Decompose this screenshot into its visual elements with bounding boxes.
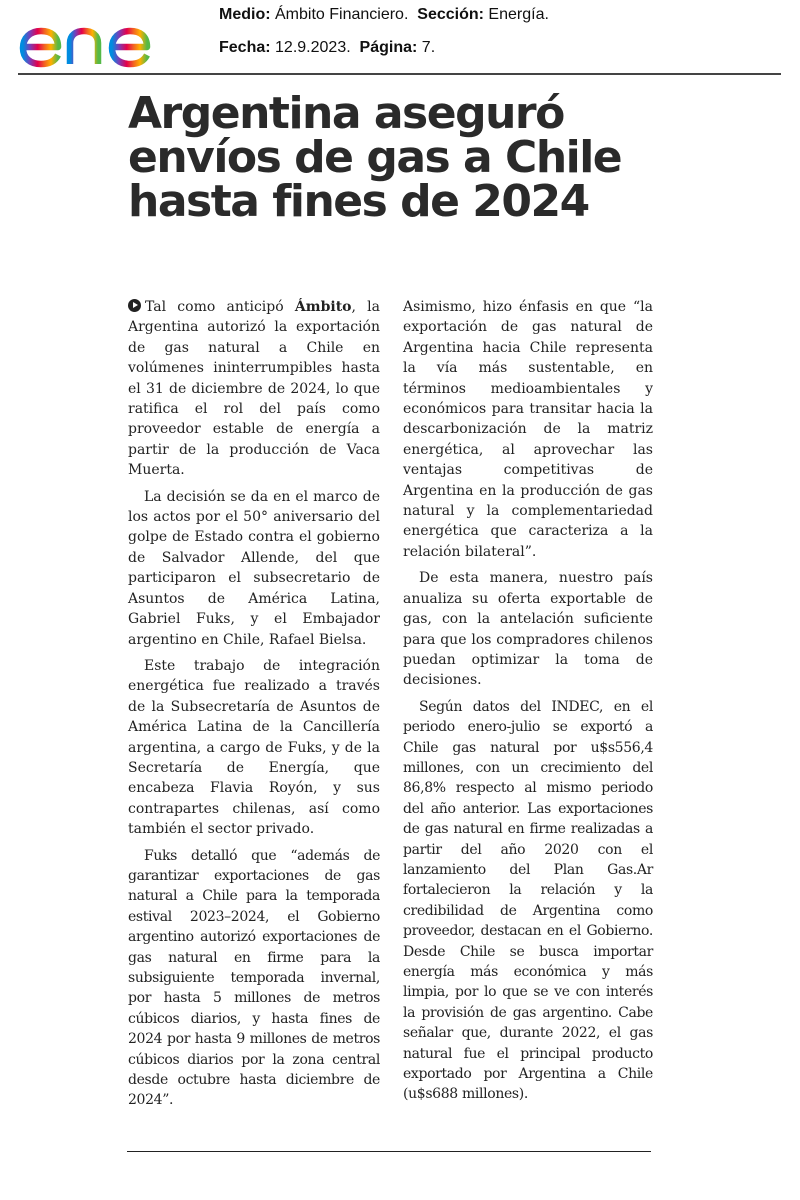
lead-after: , la Argentina autorizó la exportación de gas natural a Chile en volúmenes ininterrumpibles hasta el 31 de diciembre de 2024, lo que ratifica el rol del país como proveedor estable de energía a partir de la producción de Vaca Muerta. [128, 299, 380, 479]
meta-line-fecha-pagina [219, 39, 435, 57]
headline-line: hasta fines de 2024 [128, 176, 589, 227]
article-paragraph: Fuks detalló que “además de garantizar exportaciones de gas natural a Chile para la temporada estival 2023–2024, el Gobierno argentino autorizó exportaciones de gas natural en firme para la subsiguiente temporada invernal, por hasta 5 millones de metros cúbicos diarios, y hasta fines de 2024 por hasta 9 millones de metros cúbicos diarios por la zona central desde octubre hasta diciembre de 2024”. [128, 847, 380, 1109]
article-headline [128, 88, 688, 227]
article-paragraph: Asimismo, hizo énfasis en que “la exportación de gas natural de Argentina hacia Chile representa la vía más sustentable, en términos medioambientales y económicos para transitar hacia la descarbonización de la matriz energética, al aprovechar las ventajas competitivas de Argentina en la producción de gas natural y la complementariedad energética que caracteriza a la relación bilateral”. [403, 299, 653, 560]
headline-line: Argentina aseguró [128, 88, 564, 139]
footer-divider [127, 1151, 651, 1152]
seccion-label: Sección: [417, 6, 484, 23]
lead-paragraph [128, 297, 380, 481]
lead-before: Tal como anticipó [145, 299, 295, 315]
header-divider [18, 73, 781, 75]
article-column-right [403, 297, 653, 1111]
article-paragraph: La decisión se da en el marco de los actos por el 50° aniversario del golpe de Estado contra el gobierno de Salvador Allende, del que participaron el subsecretario de Asuntos de América Latina, Gabriel Fuks, y el Embajador argentino en Chile, Rafael Bielsa. [128, 488, 380, 648]
pagina-label: Página: [359, 39, 418, 56]
fecha-label: Fecha: [219, 39, 271, 56]
medio-label: Medio: [219, 6, 271, 23]
fecha-value: 12.9.2023. [275, 39, 351, 56]
seccion-value: Energía. [488, 6, 549, 23]
article-paragraph: Este trabajo de integración energética fue realizado a través de la Subsecretaría de Asuntos de América Latina de la Cancillería argentina, a cargo de Fuks, y de la Secretaría de Energía, que encabeza Flavia Royón, y sus contrapartes chilenas, así como también el sector privado. [128, 657, 380, 838]
enel-logo [18, 6, 183, 68]
article-paragraph: De esta manera, nuestro país anualiza su oferta exportable de gas, con la antelación suficiente para que los compradores chilenos puedan optimizar la toma de decisiones. [403, 570, 653, 689]
headline-line: envíos de gas a Chile [128, 132, 622, 183]
lead-brand: Ámbito [294, 299, 352, 315]
article-column-left [128, 297, 380, 1117]
arrow-bullet-icon [128, 299, 141, 312]
article-paragraph: Según datos del INDEC, en el periodo enero-julio se exportó a Chile gas natural por u$s556,4 millones, con un crecimiento del 86,8% respecto al mismo periodo del año anterior. Las exportaciones de gas natural en firme realizadas a partir del año 2020 con el lanzamiento del Plan Gas.Ar fortalecieron la relación y la credibilidad de Argentina como proveedor, destacan en el Gobierno. Desde Chile se busca importar energía más económica y más limpia, por lo que se ve con interés la provisión de gas argentino. Cabe señalar que, durante 2022, el gas natural fue el principal producto exportado por Argentina a Chile (u$s688 millones). [403, 698, 653, 1103]
pagina-value: 7. [421, 39, 436, 56]
medio-value: Ámbito Financiero. [275, 6, 409, 23]
meta-line-medio-seccion [219, 6, 549, 24]
